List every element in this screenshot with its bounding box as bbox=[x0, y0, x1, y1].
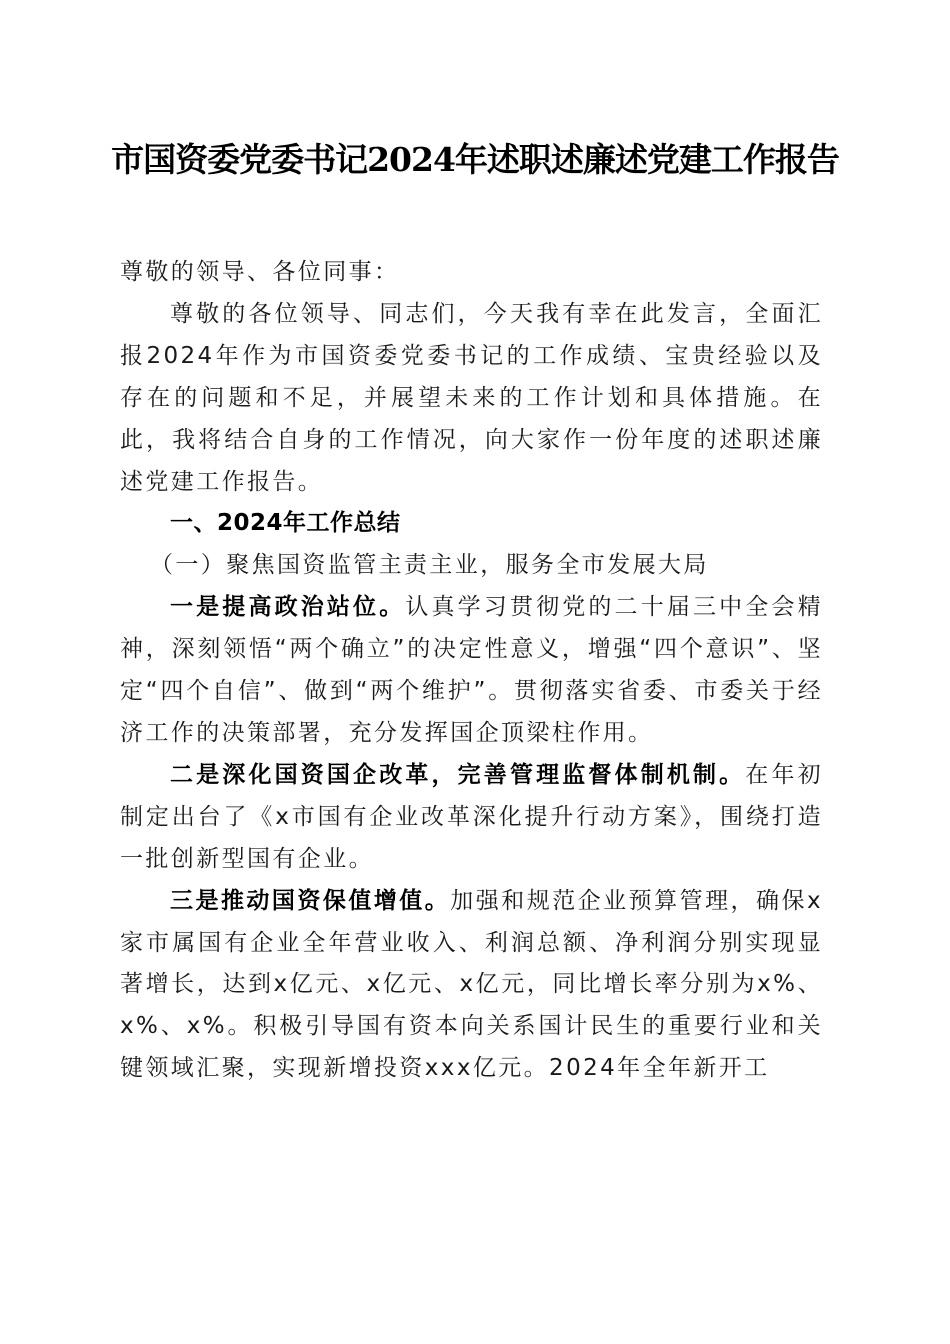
point-text-3: 加强和规范企业预算管理，确保x家市属国有企业全年营业收入、利润总额、净利润分别实现显著增长，达到x亿元、x亿元、x亿元，同比增长率分别为x%、x%、x%。积极引导国有资本向关系国计民生的重要行业和关键领域汇聚，实现新增投资xxx亿元。2024年全年新开工 bbox=[120, 887, 823, 1082]
intro-paragraph: 尊敬的各位领导、同志们，今天我有幸在此发言，全面汇报2024年作为市国资委党委书记的工作成绩、宝贵经验以及存在的问题和不足，并展望未来的工作计划和具体措施。在此，我将结合自身的工作情况，向大家作一份年度的述职述廉述党建工作报告。 bbox=[120, 300, 823, 495]
section-heading-1: 一、2024年工作总结 bbox=[170, 510, 401, 537]
point-paragraph-1 bbox=[120, 587, 823, 755]
salutation: 尊敬的领导、各位同事： bbox=[120, 259, 400, 285]
document-title: 市国资委党委书记2024年述职述廉述党建工作报告 bbox=[111, 140, 839, 179]
point-paragraph-3 bbox=[120, 881, 823, 1091]
point-lead-3: 三是推动国资保值增值。 bbox=[170, 887, 451, 914]
point-lead-1: 一是提高政治站位。 bbox=[170, 594, 406, 621]
point-text-1: 认真学习贯彻党的二十届三中全会精神，深刻领悟“两个确立”的决定性意义，增强“四个意识”、坚定“四个自信”、做到“两个维护”。贯彻落实省委、市委关于经济工作的决策部署，充分发挥国企顶梁柱作用。 bbox=[120, 594, 823, 746]
point-lead-2: 二是深化国资国企改革，完善管理监督体制机制。 bbox=[170, 761, 746, 788]
point-paragraph-2 bbox=[120, 755, 823, 881]
document-body bbox=[120, 252, 823, 1090]
subsection-heading-1: （一）聚焦国资监管主责主业，服务全市发展大局 bbox=[150, 552, 709, 579]
point-text-2: 在年初制定出台了《x市国有企业改革深化提升行动方案》，围绕打造一批创新型国有企业。 bbox=[120, 761, 823, 872]
